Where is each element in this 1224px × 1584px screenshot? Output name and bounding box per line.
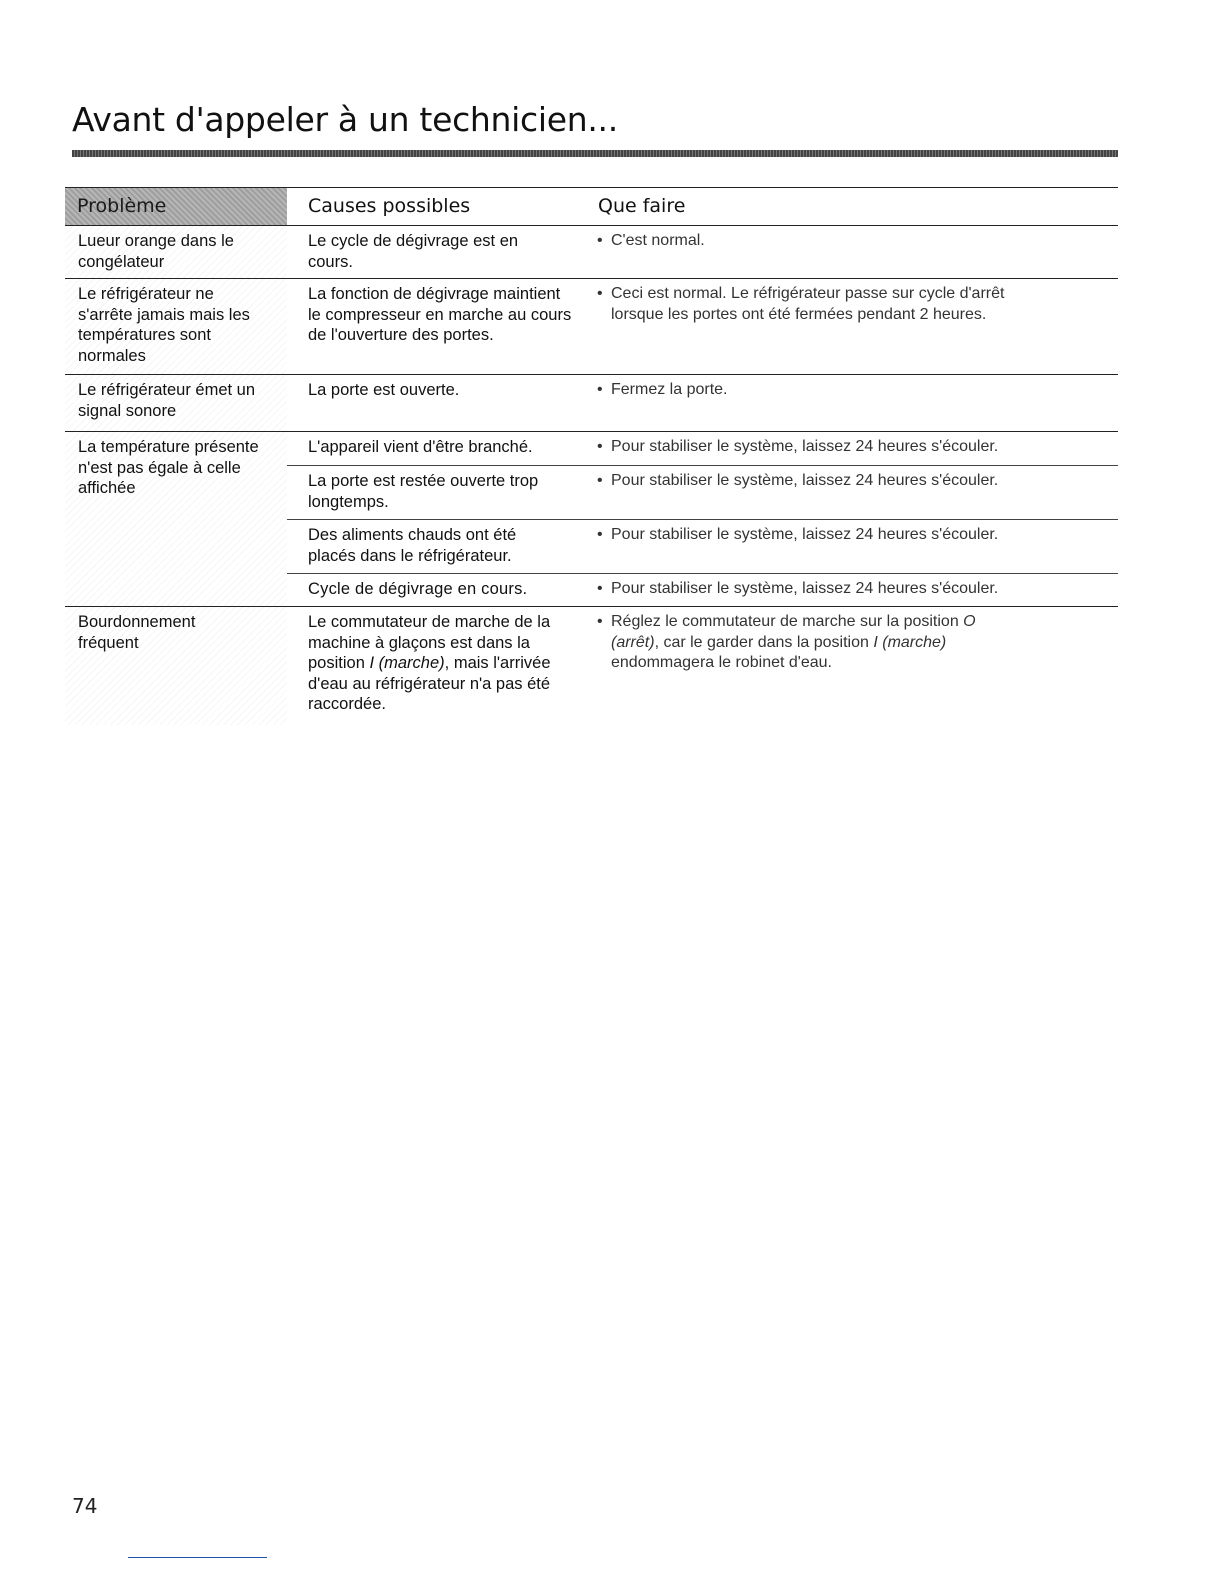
problem-group [65, 432, 1118, 607]
cause-text-emphasis: I (marche) [369, 654, 445, 672]
bullet: • [597, 580, 603, 597]
bullet: • [597, 613, 603, 630]
action-text [597, 579, 1101, 600]
cause-text: L'appareil vient d'être branché. [308, 438, 533, 456]
bullet: • [597, 232, 603, 249]
action-value: Pour stabiliser le système, laissez 24 heures s'écouler. [611, 580, 999, 597]
problem-cell [65, 226, 287, 278]
problem-group [65, 279, 1118, 375]
action-text-part: endommagera le robinet d'eau. [611, 654, 832, 671]
cause-text: Des aliments chauds ont été placés dans le réfrigérateur. [308, 526, 517, 565]
action-value: Pour stabiliser le système, laissez 24 heures s'écouler. [611, 438, 999, 455]
cause-text: La porte est ouverte. [308, 381, 460, 399]
bullet: • [597, 285, 603, 302]
page-title: Avant d'appeler à un technicien... [72, 100, 618, 139]
bullet: • [597, 526, 603, 543]
cause-text: Cycle de dégivrage en cours. [308, 580, 528, 598]
cause-row [287, 607, 1118, 725]
action-text [597, 612, 1011, 674]
problem-group [65, 607, 1118, 725]
page-number: 74 [72, 1494, 98, 1518]
cause-row [287, 432, 1118, 465]
bullet: • [597, 381, 603, 398]
cause-row [287, 573, 1118, 607]
cause-row [287, 465, 1118, 519]
bullet: • [597, 472, 603, 489]
cause-text-part: , mais l'arrivée d'eau au réfrigérateur n'a pas été raccordée. [308, 654, 551, 713]
problem-text: Bourdonnement fréquent [78, 613, 196, 652]
action-text [597, 231, 1101, 252]
action-text-part: , car le garder dans la position [654, 633, 874, 651]
action-value: Pour stabiliser le système, laissez 24 heures s'écouler. [611, 472, 999, 489]
problem-text: Le réfrigérateur ne s'arrête jamais mais les températures sont normales [78, 285, 250, 365]
troubleshooting-table [65, 187, 1118, 725]
action-value: C'est normal. [611, 232, 705, 249]
cause-text: La porte est restée ouverte trop longtemps. [308, 472, 539, 511]
action-value: Pour stabiliser le système, laissez 24 heures s'écouler. [611, 526, 999, 543]
header-causes: Causes possibles [308, 195, 471, 217]
cause-text-part: Le commutateur de marche de la machine à glaçons est dans la position [308, 613, 551, 672]
problem-cell [65, 279, 287, 374]
action-text-emphasis: I (marche) [873, 633, 947, 651]
footer-line [128, 1557, 267, 1558]
table-header [65, 187, 1118, 226]
action-text [597, 437, 1101, 458]
title-rule [72, 150, 1118, 157]
problem-group [65, 375, 1118, 432]
cause-row [287, 519, 1118, 573]
action-text [597, 525, 1101, 546]
problem-cell [65, 607, 287, 725]
cause-text: Le cycle de dégivrage est en cours. [308, 232, 519, 271]
bullet: • [597, 438, 603, 455]
header-problem: Problème [77, 195, 167, 217]
action-text [597, 284, 1021, 325]
problem-text: La température présente n'est pas égale à celle affichée [78, 438, 259, 497]
problem-cell [65, 375, 287, 431]
problem-text: Lueur orange dans le congélateur [78, 232, 234, 271]
problem-cell [65, 432, 287, 606]
action-value: Fermez la porte. [611, 381, 728, 398]
action-text [597, 380, 1101, 401]
problem-group [65, 226, 1118, 279]
cause-row [287, 226, 1118, 278]
cause-text: La fonction de dégivrage maintient le compresseur en marche au cours de l'ouverture des portes. [308, 285, 572, 344]
problem-text: Le réfrigérateur émet un signal sonore [78, 381, 256, 420]
action-value: Ceci est normal. Le réfrigérateur passe sur cycle d'arrêt lorsque les portes ont été fermées pendant 2 heures. [611, 285, 1005, 323]
cause-row [287, 279, 1118, 374]
cause-row [287, 375, 1118, 431]
action-text-part: Réglez le commutateur de marche sur la position [611, 613, 964, 630]
action-text [597, 471, 1101, 492]
action-text-emphasis: O (arrêt) [611, 613, 976, 651]
header-actions: Que faire [598, 195, 686, 217]
cause-text [308, 612, 570, 715]
